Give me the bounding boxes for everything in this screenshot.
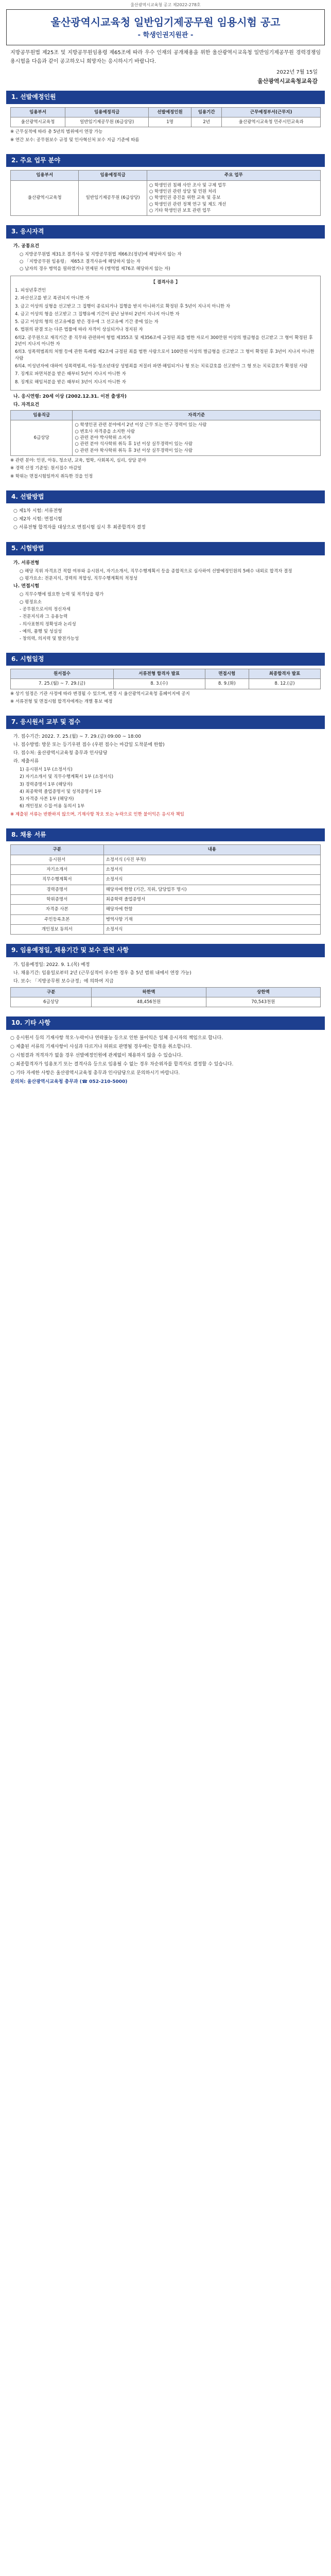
- section-recruitment-count: [6, 91, 325, 149]
- section-heading: 9. 임용예정일, 채용기간 및 보수 관련 사항: [6, 944, 325, 957]
- list-item: 1. 피성년후견인: [15, 287, 46, 293]
- note: ※ 학위는 면접시험일까지 취득한 것을 인정: [10, 473, 93, 479]
- note: ※ 연간 보수: 공무원보수 규정 및 인사혁신처 보수 지급 기준에 따름: [10, 137, 140, 143]
- subsection-title: 다. 자격요건: [13, 402, 40, 408]
- section-heading: 1. 선발예정인원: [6, 91, 325, 104]
- table-header: 임용예정직급: [79, 171, 147, 180]
- table-header: 원서접수: [11, 669, 114, 679]
- section-schedule: [6, 653, 325, 711]
- list-item: 2) 자기소개서 및 직무수행계획서 1부 (소정서식): [20, 774, 114, 780]
- table-cell: 소정서식: [103, 865, 320, 875]
- list-item: 8. 징계로 해임처분을 받은 때부터 3년이 지나지 아니한 자: [15, 379, 126, 385]
- table-cell: 8. 9.(화): [205, 679, 249, 689]
- table-header: 선발예정인원: [149, 107, 191, 117]
- list-item: - 전문지식과 그 응용능력: [20, 614, 68, 620]
- note: ※ 근무실적에 따라 총 5년의 범위에서 연장 가능: [10, 129, 103, 135]
- table-cell: 8. 12.(금): [249, 679, 321, 689]
- announcement-date: 2022년 7월 15일: [276, 69, 318, 75]
- note: ※ 제출된 서류는 반환하지 않으며, 기재사항 착오 또는 누락으로 인한 불이익은 응시자 책임: [10, 811, 184, 817]
- list-item: 6의2. 공무원으로 재직기간 중 직무와 관련하여 형법 제355조 및 제356조에 규정된 죄를 범한 자로서 300만원 이상의 벌금형을 선고받고 그 형이 확정된 후 2년이 지나지 아니한 자: [15, 335, 313, 347]
- note: ※ 경력 산정 기준일: 원서접수 마감일: [10, 466, 82, 471]
- table-cell: 소정서식: [103, 924, 320, 934]
- table-cell: 일반임기제공무원 (6급상당): [65, 117, 149, 127]
- table-cell: 울산광역시교육청 민주시민교육과: [222, 117, 321, 127]
- subsection-title: 가. 공통요건: [13, 243, 40, 249]
- list-item: 나. 접수방법: 방문 또는 등기우편 접수 (우편 접수는 마감일 도착분에 한함): [13, 742, 165, 748]
- list-item: 3. 금고 이상의 실형을 선고받고 그 집행이 종료되거나 집행을 받지 아니하기로 확정된 후 5년이 지나지 아니한 자: [15, 303, 231, 309]
- disqualification-box: [10, 276, 321, 391]
- subsection-title: 나. 응시연령: 20세 이상 (2002.12.31. 이전 출생자): [13, 394, 127, 399]
- section-heading: 8. 채용 서류: [6, 828, 325, 841]
- list-item: 나. 채용기간: 임용일로부터 2년 (근무실적이 우수한 경우 총 5년 범위 내에서 연장 가능): [13, 970, 191, 976]
- table-cell: 최종학력 졸업증명서: [103, 895, 320, 905]
- list-item: ○ 직무수행에 필요한 능력 및 적격성을 평가: [20, 592, 104, 598]
- list-item: ○ 해당 직위 자격요건 적합 여부와 응시원서, 자기소개서, 직무수행계획서 등을 종합적으로 심사하여 선발예정인원의 5배수 내외로 합격자 결정: [20, 568, 292, 574]
- list-item: - 창의력, 의지력 및 발전가능성: [20, 636, 79, 642]
- duties-table: [10, 170, 321, 216]
- title-box: [6, 9, 325, 45]
- section-heading: 5. 시험방법: [6, 542, 325, 555]
- table-cell: 응시원서: [11, 855, 104, 865]
- list-item: ○ 제1차 시험: 서류전형: [13, 509, 62, 514]
- section-heading: 6. 시험일정: [6, 653, 325, 666]
- list-item: 6의4. 미성년자에 대하여 성폭력범죄, 아동·청소년대상 성범죄를 저질러 파면·해임되거나 형 또는 치료감호를 선고받아 그 형 또는 치료감호가 확정된 사람: [15, 364, 308, 369]
- intro-paragraph: 지방공무원법 제25조 및 지방공무원임용령 제65조에 따라 우수 인재의 공개채용을 위한 울산광역시교육청 일반임기제공무원 경력경쟁임용시험을 다음과 같이 공고하오니 희망자는 응시하시기 바랍니다.: [10, 49, 321, 64]
- list-item: ○ 최종합격자가 임용포기 또는 결격사유 등으로 임용될 수 없는 경우 차순위자를 합격자로 결정할 수 있습니다.: [10, 1061, 234, 1067]
- pay-table: [10, 987, 321, 1008]
- section-exam-method: [6, 542, 325, 647]
- table-cell: 6급상당: [11, 420, 73, 456]
- table-header: 자격기준: [73, 411, 321, 420]
- section-eligibility: [6, 225, 325, 485]
- section-heading: 4. 선발방법: [6, 490, 325, 503]
- section-heading: 7. 응시원서 교부 및 접수: [6, 716, 325, 728]
- table-header: 서류전형 합격자 발표: [113, 669, 205, 679]
- note: ※ 상기 일정은 기관 사정에 따라 변경될 수 있으며, 변경 시 울산광역시교육청 홈페이지에 공지: [10, 691, 190, 697]
- table-cell: 70,543천원: [206, 997, 320, 1007]
- table-cell: 6급상당: [11, 997, 92, 1007]
- list-item: - 예의, 품행 및 성실성: [20, 629, 62, 635]
- list-item: ○ 서류전형 합격자를 대상으로 면접시험 실시 후 최종합격자 결정: [13, 525, 146, 531]
- section-other: [6, 1016, 325, 1092]
- table-header: 임용예정직급: [65, 107, 149, 117]
- list-item: ○ 지방공무원법 제31조 결격사유 및 지방공무원법 제66조(정년)에 해당하지 않는 자: [20, 251, 182, 257]
- table-cell: 7. 25.(월) ~ 7. 29.(금): [11, 679, 114, 689]
- contact-info: 문의처: 울산광역시교육청 총무과 (☎ 052-210-5000): [10, 1079, 128, 1085]
- list-item: ○ 평가요소: 전문지식, 경력의 적합성, 직무수행계획의 적정성: [20, 576, 137, 582]
- section-application: [6, 716, 325, 823]
- list-item: 가. 접수기간: 2022. 7. 25.(월) ~ 7. 29.(금) 09:00 ~ 18:00: [13, 734, 141, 739]
- table-cell: 2년: [191, 117, 221, 127]
- table-cell: 자격증 사본: [11, 905, 104, 914]
- list-item: 4. 금고 이상의 형을 선고받고 그 집행유예 기간이 끝난 날부터 2년이 지나지 아니한 자: [15, 311, 180, 317]
- note: ※ 관련 분야: 인권, 아동, 청소년, 교육, 법학, 사회복지, 심리, 상담 분야: [10, 457, 146, 463]
- table-cell: 1명: [149, 117, 191, 127]
- table-header: 상한액: [206, 987, 320, 997]
- list-item: ○ 제2차 시험: 면접시험: [13, 517, 62, 522]
- list-item: - 공무원으로서의 정신자세: [20, 607, 71, 613]
- table-cell: 48,456천원: [92, 997, 206, 1007]
- list-item: 1) 응시원서 1부 (소정서식): [20, 767, 73, 772]
- table-cell: 울산광역시교육청: [11, 180, 79, 216]
- schedule-table: [10, 669, 321, 689]
- list-item: 가. 임용예정일: 2022. 9. 1.(목) 예정: [13, 962, 90, 968]
- table-header: 임용직급: [11, 411, 73, 420]
- table-cell: 소정서식 (사진 부착): [103, 855, 320, 865]
- list-item: 3) 경력증명서 1부 (해당자): [20, 782, 73, 787]
- table-cell: 해당자에 한함 (기간, 직위, 담당업무 명시): [103, 885, 320, 894]
- subsection-title: 나. 면접시험: [13, 584, 40, 589]
- list-item: 라. 제출서류: [13, 758, 39, 764]
- section-main-duties: [6, 154, 325, 220]
- list-item: 5. 금고 이상의 형의 선고유예를 받은 경우에 그 선고유예 기간 중에 있는 자: [15, 319, 159, 325]
- section-documents: [6, 828, 325, 939]
- list-item: 다. 보수: 「지방공무원 보수규정」에 의하여 지급: [13, 978, 114, 984]
- list-item: 4) 최종학력 졸업증명서 및 성적증명서 1부: [20, 789, 102, 794]
- table-header: 면접시험: [205, 669, 249, 679]
- subsection-title: 가. 서류전형: [13, 560, 40, 566]
- table-cell: 직무수행계획서: [11, 875, 104, 885]
- table-cell: ○ 학생인권 침해 사안 조사 및 구제 업무 ○ 학생인권 관련 상담 및 민원 처리 ○ 학생인권 증진을 위한 교육 및 홍보 ○ 학생인권 관련 정책 연구 및 제도 개선 ○ 기타 학생인권 보호 관련 업무: [147, 180, 320, 216]
- table-cell: 경력증명서: [11, 885, 104, 894]
- table-header: 최종합격자 발표: [249, 669, 321, 679]
- list-item: ○ 기타 자세한 사항은 울산광역시교육청 총무과 인사담당으로 문의하시기 바랍니다.: [10, 1071, 180, 1076]
- list-item: ○ 「지방공무원 임용령」 제65조 결격사유에 해당하지 않는 자: [20, 259, 141, 264]
- issuing-organization: 울산광역시교육청교육감: [257, 78, 318, 85]
- table-header: 구분: [11, 987, 92, 997]
- table-header: 임용기간: [191, 107, 221, 117]
- section-appointment-pay: [6, 944, 325, 1011]
- table-header: 임용부서: [11, 171, 79, 180]
- box-title: 【 결격사유 】: [151, 279, 180, 285]
- list-item: 6) 개인정보 수집·이용 동의서 1부: [20, 804, 85, 809]
- page-subtitle: - 학생인권지원관 -: [137, 31, 194, 39]
- section-heading: 10. 기타 사항: [6, 1016, 325, 1029]
- section-heading: 3. 응시자격: [6, 225, 325, 238]
- qualification-table: [10, 410, 321, 456]
- table-header: 주요 업무: [147, 171, 320, 180]
- note: ※ 서류전형 및 면접시험 합격자에게는 개별 통보 예정: [10, 699, 113, 704]
- table-cell: 8. 3.(수): [113, 679, 205, 689]
- table-cell: 자기소개서: [11, 865, 104, 875]
- list-item: ○ 시험결과 적격자가 없을 경우 선발예정인원에 관계없이 채용하지 않을 수 있습니다.: [10, 1053, 183, 1058]
- list-item: ○ 남자의 경우 병역을 필하였거나 면제된 자 (병역법 제76조 해당하지 않는 자): [20, 266, 170, 272]
- list-item: ○ 응시원서 등의 기재사항 착오·누락이나 연락불능 등으로 인한 불이익은 일체 응시자의 책임으로 합니다.: [10, 1035, 223, 1041]
- documents-table: [10, 844, 321, 935]
- list-item: 6. 법원의 판결 또는 다른 법률에 따라 자격이 상실되거나 정지된 자: [15, 327, 143, 333]
- table-cell: ○ 학생인권 관련 분야에서 2년 이상 근무 또는 연구 경력이 있는 사람 ○ 변호사 자격증을 소지한 사람 ○ 관련 분야 박사학위 소지자 ○ 관련 분야 석사학위 취득 후 1년 이상 실무경력이 있는 사람 ○ 관련 분야 학사학위 취득 후 3년 이상 실무경력이 있는 사람: [73, 420, 321, 456]
- table-header: 근무예정부서(근무지): [222, 107, 321, 117]
- table-cell: 일반임기제공무원 (6급상당): [79, 180, 147, 216]
- table-cell: 해당자에 한함: [103, 905, 320, 914]
- table-header: 하한액: [92, 987, 206, 997]
- table-cell: 울산광역시교육청: [11, 117, 65, 127]
- announcement-number: 울산광역시교육청 공고 제2022-278호: [130, 3, 201, 7]
- page-title: 울산광역시교육청 일반임기제공무원 임용시험 공고: [50, 16, 281, 28]
- table-header: 내용: [103, 845, 320, 855]
- list-item: ○ 평정요소: [20, 599, 42, 605]
- section-heading: 2. 주요 업무 분야: [6, 154, 325, 167]
- table-header: 임용부서: [11, 107, 65, 117]
- table-cell: 학위증명서: [11, 895, 104, 905]
- list-item: ○ 제출된 서류의 기재사항이 사실과 다르거나 허위로 판명될 경우에는 합격을 취소합니다.: [10, 1044, 192, 1049]
- table-cell: 개인정보 동의서: [11, 924, 104, 934]
- table-cell: 소정서식: [103, 875, 320, 885]
- list-item: - 의사표현의 정확성과 논리성: [20, 621, 76, 627]
- table-cell: 주민등록초본: [11, 914, 104, 924]
- list-item: 6의3. 성폭력범죄의 처벌 등에 관한 특례법 제2조에 규정된 죄를 범한 사람으로서 100만원 이상의 벌금형을 선고받고 그 형이 확정된 후 3년이 지나지 아니한 사람: [15, 349, 315, 361]
- table-cell: 병역사항 기재: [103, 914, 320, 924]
- list-item: 다. 접수처: 울산광역시교육청 총무과 인사담당: [13, 750, 108, 756]
- recruitment-table: [10, 107, 321, 128]
- table-header: 구분: [11, 845, 104, 855]
- list-item: 5) 자격증 사본 1부 (해당자): [20, 796, 74, 802]
- section-selection-method: [6, 490, 325, 537]
- list-item: 2. 파산선고를 받고 복권되지 아니한 자: [15, 296, 90, 301]
- list-item: 7. 징계로 파면처분을 받은 때부터 5년이 지나지 아니한 자: [15, 371, 126, 377]
